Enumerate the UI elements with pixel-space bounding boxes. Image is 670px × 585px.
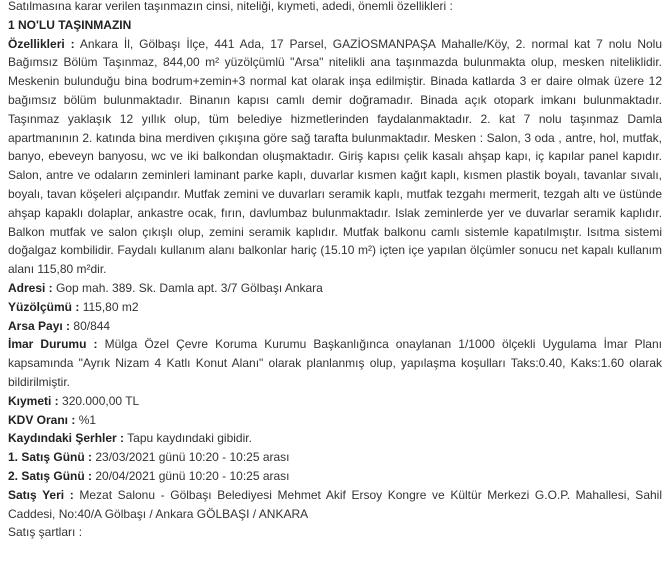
vat-line — [8, 411, 662, 430]
area-label: Yüzölçümü : — [8, 299, 80, 314]
sale1-value: 23/03/2021 günü 10:20 - 10:25 arası — [95, 450, 290, 465]
area-line — [8, 298, 662, 317]
venue-paragraph — [8, 486, 662, 524]
vat-label: KDV Oranı : — [8, 412, 76, 427]
intro-text: Satılmasına karar verilen taşınmazın cinsi, niteliği, kıymeti, adedi, önemli özellikleri : — [8, 0, 453, 13]
zoning-paragraph — [8, 335, 662, 391]
zoning-label: İmar Durumu : — [8, 337, 98, 352]
value-line — [8, 392, 662, 411]
sale1-label: 1. Satış Günü : — [8, 450, 93, 465]
value-label: Kıymeti : — [8, 393, 59, 408]
area-value: 115,80 m2 — [82, 299, 139, 314]
venue-text: Mezat Salonu - Gölbaşı Belediyesi Mehmet Akif Ersoy Kongre ve Kültür Merkezi G.O.P. Mahallesi, Sahil Caddesi, No:40/A Gölbaşı / Ankara GÖLBAŞI / ANKARA — [8, 487, 662, 521]
registry-value: Tapu kaydındaki gibidir. — [127, 431, 252, 446]
sale2-label: 2. Satış Günü : — [8, 468, 93, 483]
share-value: 80/844 — [73, 318, 111, 333]
features-text: Ankara İl, Gölbaşı İlçe, 441 Ada, 17 Parsel, GAZİOSMANPAŞA Mahalle/Köy, 2. normal kat 7 nolu Nolu Bağımsız Bölüm Taşınmaz, 844,00 m² yüzölçümlü "Arsa" nitelikli ana taşınmazda bulunmakta olup, mesken niteliklidir. Meskenin bulunduğu bina bodrum+zemin+3 normal kat olarak inşa edilmiştir. Binada katlarda 3 er daire olmak üzere 12 bağımsız bölüm bulunmaktadır. Binanın kapısı camlı demir doğramadır. Binada açık otopark imkanı bulunmaktadır. Taşınmaz yaklaşık 12 yıllık olup, tüm belediye hizmetlerinden faydalanmaktadır. 2. kat 7 nolu taşınmaz Damla apartmanının 2. katında bina merdiven çıkışına göre sağ tarafta bulunmaktadır. Mesken : Salon, 3 oda , antre, hol, mutfak, banyo, ebeveyn banyosu, wc ve iki balkondan oluşmaktadır. Giriş kapısı çelik kasalı ahşap kapı, iç kapılar panel kapıdır. Salon, antre ve odaların zeminleri laminant parke kaplı, duvarlar kısmen kağıt kaplı, kısmen plastik boyalı, tavanlar sıvalı, boyalı, tavan köşeleri alçıpandır. Mutfak zemini ve duvarları seramik kaplı, mutfak tezgahı mermerit, tezgah altı ve üstünde ahşap kapaklı dolaplar, ankastre ocak, fırın, davlumbaz bulunmaktadır. Islak zeminlerde yer ve duvarlar seramik kaplıdır. Balkon mutfak ve salon çıkışlı olup, zemini seramik kaplıdır. Mutfak balkonu camlı sistemle kapatılmıştır. Isıtma sistemi doğalgaz kombilidir. Faydalı kullanım alanı balkonlar hariç (15.10 m²) içten içe yapılan ölçümler sonucu net kapalı kullanım alanı 115,80 m²dir. — [8, 36, 663, 277]
features-paragraph — [8, 35, 662, 279]
address-line — [8, 279, 662, 298]
sale2-value: 20/04/2021 günü 10:20 - 10:25 arası — [95, 468, 290, 483]
venue-label: Satış Yeri : — [8, 487, 74, 502]
sale2-line — [8, 467, 662, 486]
share-line — [8, 317, 662, 336]
zoning-text: Mülga Özel Çevre Koruma Kurumu Başkanlığınca onaylanan 1/1000 ölçekli Uygulama İmar Planı kapsamında "Ayrık Nizam 4 Katlı Konut Alanı" olarak planlanmış olup, yapılaşma koşulları Taks:0.40, Kaks:1.60 olarak bildirilmiştir. — [8, 337, 662, 389]
conditions-line: Satış şartları : — [8, 525, 83, 540]
registry-line — [8, 429, 662, 448]
address-value: Gop mah. 389. Sk. Damla apt. 3/7 Gölbaşı Ankara — [56, 280, 323, 295]
share-label: Arsa Payı : — [8, 318, 71, 333]
vat-value: %1 — [78, 412, 97, 427]
sale1-line — [8, 448, 662, 467]
value-amount: 320.000,00 TL — [62, 393, 140, 408]
features-label: Özellikleri : — [8, 36, 75, 51]
registry-label: Kaydındaki Şerhler : — [8, 431, 125, 446]
property-heading: 1 NO'LU TAŞINMAZIN — [8, 17, 132, 32]
address-label: Adresi : — [8, 280, 53, 295]
